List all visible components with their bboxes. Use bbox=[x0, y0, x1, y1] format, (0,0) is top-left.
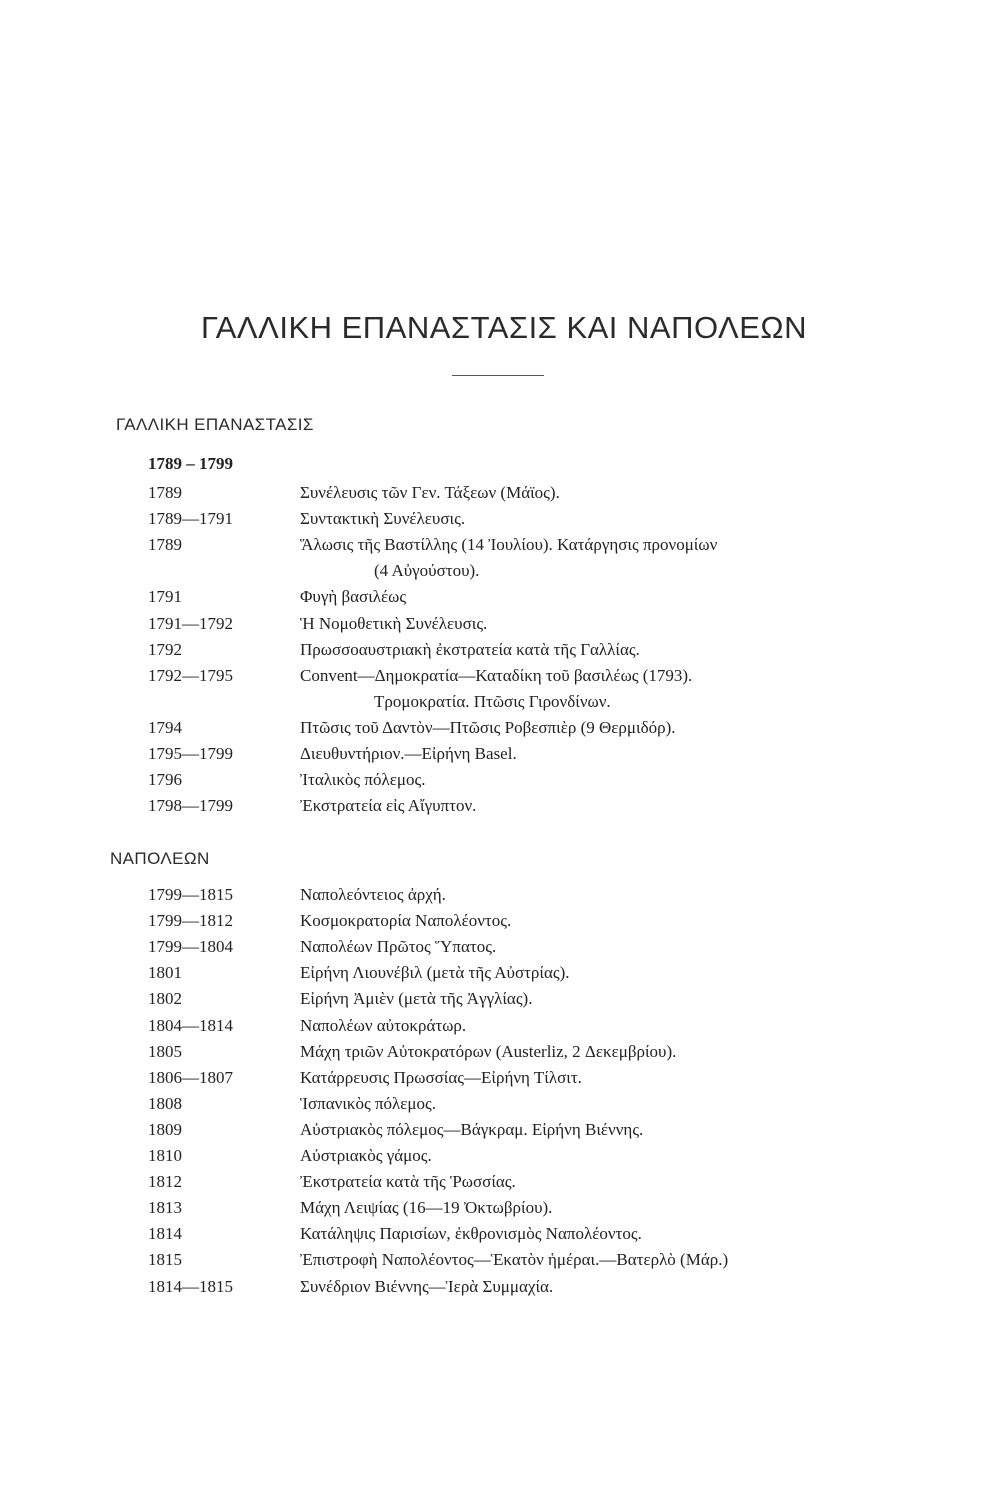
timeline-row bbox=[0, 558, 1008, 584]
timeline-date: 1812 bbox=[148, 1172, 182, 1192]
timeline-row bbox=[0, 584, 1008, 610]
timeline-date: 1795—1799 bbox=[148, 744, 233, 763]
timeline-row bbox=[0, 1013, 1008, 1039]
revolution-section-heading: ΓΑΛΛΙΚΗ ΕΠΑΝΑΣΤΑΣΙΣ bbox=[116, 415, 314, 434]
timeline-event: Ἐκστρατεία κατὰ τῆς Ῥωσσίας. bbox=[300, 1172, 516, 1192]
timeline-row bbox=[0, 1143, 1008, 1169]
timeline-row bbox=[0, 793, 1008, 819]
timeline-date: 1796 bbox=[148, 770, 182, 790]
timeline-date: 1794 bbox=[148, 717, 182, 737]
timeline-date: 1801 bbox=[148, 963, 182, 983]
timeline-event: Ἡ Νομοθετικὴ Συνέλευσις. bbox=[300, 613, 488, 633]
timeline-event: Διευθυντήριον.—Εἰρήνη Basel. bbox=[300, 744, 517, 763]
timeline-date: 1814 bbox=[148, 1224, 182, 1244]
timeline-row bbox=[0, 1117, 1008, 1143]
page-title: ΓΑΛΛΙΚΗ ΕΠΑΝΑΣΤΑΣΙΣ ΚΑΙ ΝΑΠΟΛΕΩΝ bbox=[201, 310, 807, 345]
timeline-row bbox=[0, 637, 1008, 663]
timeline-row bbox=[0, 1247, 1008, 1273]
timeline-row bbox=[0, 1195, 1008, 1221]
timeline-event: Φυγὴ βασιλέως bbox=[300, 587, 407, 607]
timeline-row bbox=[0, 532, 1008, 558]
timeline-row bbox=[0, 767, 1008, 793]
timeline-date: 1789—1791 bbox=[148, 509, 233, 529]
timeline-event: Ναπολέων Πρῶτος Ὕπατος. bbox=[300, 937, 497, 957]
timeline-event: Κατάρρευσις Πρωσσίας—Εἰρήνη Τίλσιτ. bbox=[300, 1067, 582, 1087]
timeline-row bbox=[0, 1274, 1008, 1300]
timeline-event: Αὐστριακὸς γάμος. bbox=[300, 1146, 432, 1165]
timeline-row bbox=[0, 663, 1008, 689]
timeline-event: Convent—Δημοκρατία—Καταδίκη τοῦ βασιλέως (1793). bbox=[300, 665, 693, 685]
timeline-event: Κοσμοκρατορία Ναπολέοντος. bbox=[300, 911, 512, 931]
timeline-event: (4 Αὐγούστου). bbox=[374, 561, 480, 581]
timeline-event: Ἅλωσις τῆς Βαστίλλης (14 Ἰουλίου). Κατάργησις προνομίων bbox=[300, 535, 718, 555]
timeline-event: Ἐκστρατεία εἰς Αἴγυπτον. bbox=[300, 796, 477, 816]
timeline-date: 1798—1799 bbox=[148, 796, 233, 816]
timeline-row bbox=[0, 1169, 1008, 1195]
timeline-date: 1791—1792 bbox=[148, 613, 233, 633]
timeline-date: 1810 bbox=[148, 1146, 182, 1165]
title-divider bbox=[452, 375, 544, 376]
timeline-row bbox=[0, 1221, 1008, 1247]
timeline-date: 1799—1812 bbox=[148, 911, 233, 931]
timeline-date: 1791 bbox=[148, 587, 182, 607]
timeline-date: 1789 bbox=[148, 483, 182, 502]
timeline-date: 1792—1795 bbox=[148, 665, 233, 685]
timeline-event: Εἰρήνη Ἀμιὲν (μετὰ τῆς Ἀγγλίας). bbox=[300, 989, 533, 1009]
timeline-date: 1815 bbox=[148, 1250, 182, 1270]
timeline-event: Ναπολέων αὐτοκράτωρ. bbox=[300, 1015, 467, 1035]
timeline-date: 1804—1814 bbox=[148, 1015, 233, 1035]
timeline-row bbox=[0, 986, 1008, 1012]
timeline-event: Εἰρήνη Λιουνέβιλ (μετὰ τῆς Αὐστρίας). bbox=[300, 963, 570, 983]
timeline-date: 1802 bbox=[148, 989, 182, 1009]
timeline-row bbox=[0, 689, 1008, 715]
timeline-row bbox=[0, 480, 1008, 506]
timeline-date: 1805 bbox=[148, 1041, 182, 1061]
timeline-event: Αὐστριακὸς πόλεμος—Βάγκραμ. Εἰρήνη Βιέννης. bbox=[300, 1119, 644, 1139]
timeline-event: Πτῶσις τοῦ Δαντὸν—Πτῶσις Ροβεσπιὲρ (9 Θερμιδόρ). bbox=[300, 717, 676, 737]
timeline-event: Συνέλευσις τῶν Γεν. Τάξεων (Μάϊος). bbox=[300, 483, 560, 502]
timeline-date: 1792 bbox=[148, 639, 182, 659]
timeline-event: Ναπολεόντειος ἀρχή. bbox=[300, 885, 446, 904]
timeline-row bbox=[0, 715, 1008, 741]
timeline-date: 1806—1807 bbox=[148, 1067, 233, 1087]
timeline-row bbox=[0, 934, 1008, 960]
timeline-row bbox=[0, 908, 1008, 934]
timeline-date: 1814—1815 bbox=[148, 1276, 233, 1296]
timeline-event: Συνέδριον Βιέννης—Ἱερὰ Συμμαχία. bbox=[300, 1276, 554, 1296]
timeline-event: Μάχη Λειψίας (16—19 Ὀκτωβρίου). bbox=[300, 1198, 553, 1218]
timeline-row bbox=[0, 1039, 1008, 1065]
timeline-date: 1808 bbox=[148, 1093, 182, 1113]
timeline-row bbox=[0, 960, 1008, 986]
timeline-row bbox=[0, 506, 1008, 532]
timeline-date: 1799—1804 bbox=[148, 937, 233, 957]
timeline-event: Ἐπιστροφὴ Ναπολέοντος—Ἑκατὸν ἡμέραι.—Βατερλὸ (Μάρ.) bbox=[300, 1250, 729, 1270]
timeline-event: Μάχη τριῶν Αὐτοκρατόρων (Austerliz, 2 Δεκεμβρίου). bbox=[300, 1041, 677, 1061]
revolution-period: 1789 – 1799 bbox=[148, 454, 233, 473]
timeline-event: Ἰταλικὸς πόλεμος. bbox=[300, 770, 426, 790]
timeline-date: 1799—1815 bbox=[148, 885, 233, 904]
timeline-date: 1809 bbox=[148, 1119, 182, 1139]
timeline-event: Κατάληψις Παρισίων, ἐκθρονισμὸς Ναπολέοντος. bbox=[300, 1224, 642, 1244]
timeline-event: Πρωσσοαυστριακὴ ἐκστρατεία κατὰ τῆς Γαλλίας. bbox=[300, 639, 640, 659]
timeline-date: 1789 bbox=[148, 535, 182, 555]
timeline-event: Συντακτικὴ Συνέλευσις. bbox=[300, 509, 466, 529]
timeline-row bbox=[0, 1091, 1008, 1117]
timeline-row bbox=[0, 611, 1008, 637]
timeline-row bbox=[0, 882, 1008, 908]
timeline-event: Ἱσπανικὸς πόλεμος. bbox=[300, 1093, 437, 1113]
timeline-row bbox=[0, 741, 1008, 767]
timeline-date: 1813 bbox=[148, 1198, 182, 1218]
napoleon-section-heading: ΝΑΠΟΛΕΩΝ bbox=[110, 849, 210, 868]
timeline-row bbox=[0, 1065, 1008, 1091]
timeline-event: Τρομοκρατία. Πτῶσις Γιρονδίνων. bbox=[374, 691, 611, 711]
